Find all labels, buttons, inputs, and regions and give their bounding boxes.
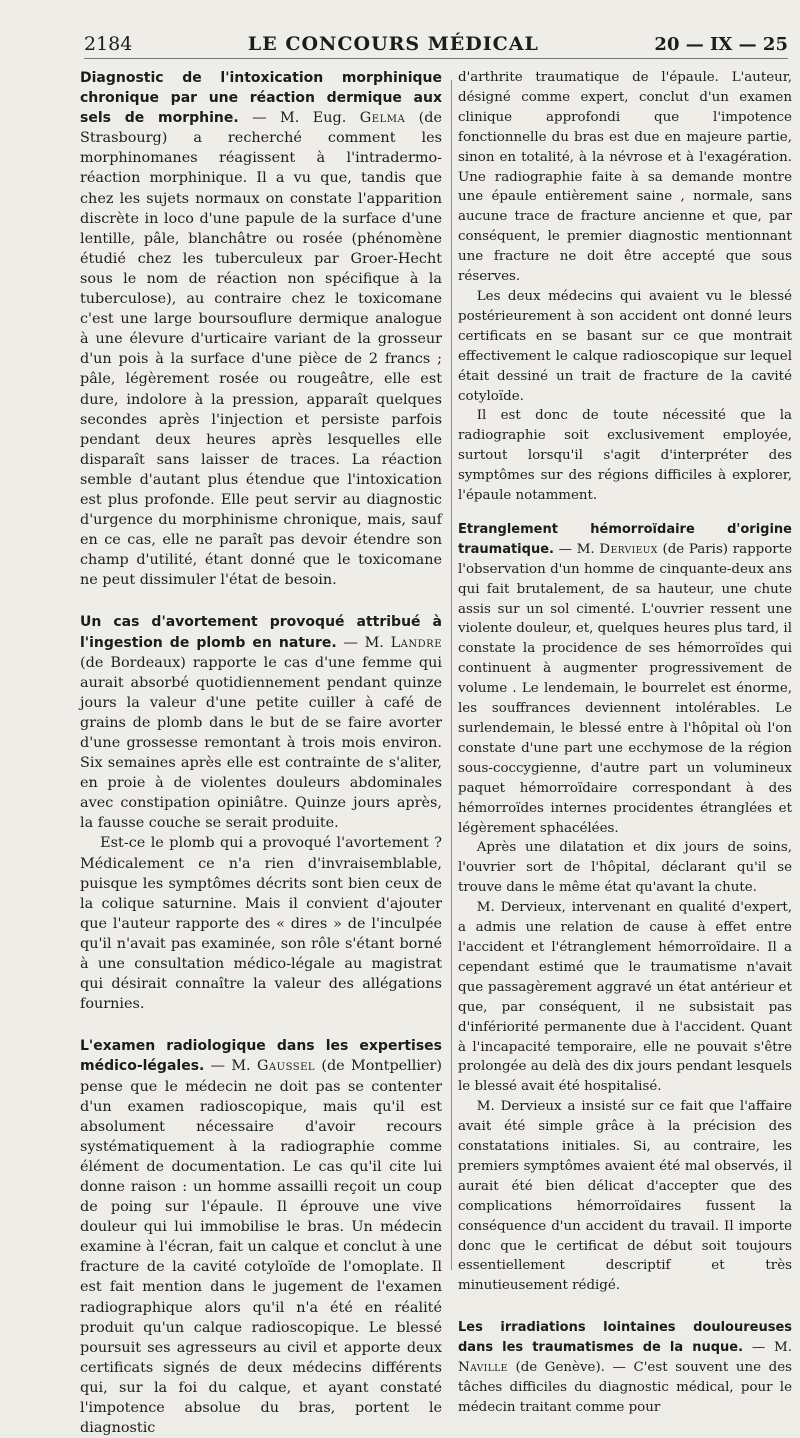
- issue-date: 20 — IX — 25: [654, 33, 788, 55]
- article-heading: L'examen radiologique dans les expertises médico-légales.: [80, 1038, 442, 1075]
- article-author: Naville: [458, 1360, 508, 1376]
- article-body: [458, 1318, 792, 1418]
- article-paragraph: Après une dilatation et dix jours de soins, l'ouvrier sort de l'hôpital, déclarant qu'il se trouve dans le même état qu'avant la chute.: [458, 840, 792, 896]
- article-lead: — M.: [210, 1058, 251, 1075]
- article-text: (de Genève). — C'est souvent une des tâches difficiles du diagnostic médical, pour le médecin traitant comme pour: [458, 1360, 792, 1415]
- article-hemorrhoid-strangulation: [458, 520, 792, 1296]
- article-heading: Les irradiations lointaines douloureuses dans les traumatismes de la nuque.: [458, 1320, 792, 1356]
- article-neck-trauma: [458, 1318, 792, 1418]
- column-divider: [451, 80, 452, 1270]
- article-lead: — M.: [751, 1340, 792, 1356]
- article-paragraph: M. Dervieux, intervenant en qualité d'expert, a admis une relation de cause à effet entre l'accident et l'étranglement hémorroïdaire. Il a cependant estimé que le traumatisme n'avait que passagèrement aggravé un état antérieur et que, par conséquent, il ne subsistait pas d'infériorité permanente due à l'accident. Quant à l'incapacité temporaire, elle ne pouvait s'être prolongée au delà des dix jours pendant lesquels le blessé avait été hospitalisé.: [458, 900, 792, 1095]
- article-heading: Etranglement hémorroïdaire d'origine traumatique.: [458, 521, 792, 557]
- continuation-paragraph: d'arthrite traumatique de l'épaule. L'auteur, désigné comme expert, conclut d'un examen clinique approfondi que l'impotence fonctionnelle du bras est due en majeure partie, sinon en totalité, à la névrose et à l'exagération. Une radiographie faite à sa demande montre une épaule entièrement saine , normale, sans aucune trace de fracture ancienne et que, par conséquent, le premier diagnostic mentionnant une fracture ne doit être accepté que sous réserves.: [458, 70, 792, 285]
- article-body: [80, 68, 442, 590]
- article-text: (de Montpellier) pense que le médecin ne doit pas se contenter d'un examen radioscopique, mais qu'il est absolument nécessaire d'avoir recours systématiquement à la radiographie comme élément de documentation. Le cas qu'il cite lui donne raison : un homme assailli reçoit un coup de poing sur l'épaule. Il éprouve une vive douleur qui lui immobilise le bras. Un médecin examine à l'écran, fait un calque et conclut à une fracture de la cavité cotyloïde de l'omoplate. Il est fait mention dans le jugement de l'examen radiographique alors qu'il n'a été en réalité produit qu'un calque radioscopique. Le blessé poursuit ses agresseurs au civil et apporte deux certificats signés de deux médecins différents qui, sur la foi du calque, et ayant constaté l'impotence absolue du bras, portent le diagnostic: [80, 1058, 442, 1437]
- article-body: [458, 520, 792, 839]
- continuation-paragraph: Les deux médecins qui avaient vu le blessé postérieurement à son accident ont donné leurs certificats en se basant sur ce que montrait effectivement le calque radioscopique sur lequel était dessiné un trait de fracture de la cavité cotyloïde.: [458, 288, 792, 404]
- article-text: (de Strasbourg) a recherché comment les morphinomanes réagissent à l'intradermo-réaction morphinique. Il a vu que, tandis que chez les sujets normaux on constate l'apparition discrète in loco d'une papule de la surface d'une lentille, pâle, blanchâtre ou rosée (phénomène étudié chez les tuberculeux par Groer-Hecht sous le nom de réaction non spécifique à la tuberculose), au contraire chez le toxicomane c'est une large boursouflure dermique analogue à une élevure d'urticaire variant de la grosseur d'un pois à la surface d'une pièce de 2 francs ; pâle, légèrement rosée ou rougeâtre, elle est dure, indolore à la pression, apparaît quelques secondes après l'injection et persiste parfois pendant deux heures après lesquelles elle disparaît sans laisser de traces. La réaction semble d'autant plus étendue que l'intoxication est plus profonde. Elle peut servir au diagnostic d'urgence du morphinisme chronique, mais, sauf en ce cas, elle ne paraît pas devoir étendre son champ d'utilité, étant donné que le toxicomane ne peut dissimuler l'état de besoin.: [80, 110, 443, 589]
- article-text: (de Bordeaux) rapporte le cas d'une femme qui aurait absorbé quotidiennement pendant quinze jours la valeur d'une petite cuiller à café de grains de plomb dans le but de se faire avorter d'une grossesse remontant à trois mois environ. Six semaines après elle est contrainte de s'aliter, en proie à de violentes douleurs abdominales avec constipation opiniâtre. Quinze jours après, la fausse couche se serait produite.: [80, 654, 442, 832]
- article-body: [80, 612, 442, 833]
- article-body: [80, 1036, 442, 1438]
- article-author: Dervieux: [599, 541, 658, 557]
- article-lead-abortion: [80, 612, 442, 1014]
- article-author: Gaussel: [256, 1058, 316, 1075]
- running-header: [84, 30, 788, 59]
- page-number: 2184: [84, 33, 133, 55]
- article-lead: — M.: [558, 541, 595, 557]
- journal-title: LE CONCOURS MÉDICAL: [247, 33, 539, 55]
- article-morphine-diagnosis: [80, 68, 442, 590]
- radiology-continuation: [458, 68, 792, 506]
- article-paragraph: M. Dervieux a insisté sur ce fait que l'affaire avait été simple grâce à la précision des constatations initiales. Si, au contraire, les premiers symptômes avaient été mal observés, il aurait été bien délicat d'accepter que des complications hémorroïdaires fussent la conséquence d'un accident du travail. Il importe donc que le certificat de début soit toujours essentiellement descriptif et très minutieusement rédigé.: [458, 1099, 792, 1294]
- left-column: [80, 68, 443, 1437]
- article-lead: — M. Eug.: [252, 110, 347, 127]
- article-author: Landre: [390, 634, 442, 651]
- right-column: [458, 68, 793, 1415]
- article-author: Gelma: [359, 110, 406, 127]
- continuation-paragraph: Il est donc de toute nécessité que la radiographie soit exclusivement employée, surtout lorsqu'il s'agit d'interpréter des symptômes sur des régions difficiles à explorer, l'épaule notamment.: [458, 408, 792, 504]
- article-paragraph: Est-ce le plomb qui a provoqué l'avortement ? Médicalement ce n'a rien d'invraisemblable, puisque les symptômes décrits sont bien ceux de la colique saturnine. Mais il convient d'ajouter que l'auteur rapporte des « dires » de l'inculpée qu'il n'avait pas examinée, son rôle s'étant borné à une consultation médico-légale au magistrat qui désirait connaître la valeur des allégations fournies.: [80, 835, 442, 1013]
- article-heading: Diagnostic de l'intoxication morphinique chronique par une réaction dermique aux sels de morphine.: [80, 70, 442, 127]
- article-text: (de Paris) rapporte l'observation d'un homme de cinquante-deux ans qui fait brutalement, de sa hauteur, une chute assis sur un sol cimenté. L'ouvrier ressent une violente douleur, et, quelques heures plus tard, il constate la procidence de ses hémorroïdes qui continuent à augmenter progressivement de volume . Le lendemain, le bourrelet est énorme, les souffrances deviennent intolérables. Le surlendemain, le blessé entre à l'hôpital où l'on constate d'une part une ecchymose de la région sous-coccygienne, d'autre part un volumineux paquet hémorroïdaire correspondant à des hémorroïdes internes procidentes étranglées et légèrement sphacélées.: [458, 541, 793, 836]
- article-lead: — M.: [343, 634, 384, 651]
- article-heading: Un cas d'avortement provoqué attribué à l'ingestion de plomb en nature.: [80, 614, 442, 651]
- article-radiology-expertise: [80, 1036, 442, 1438]
